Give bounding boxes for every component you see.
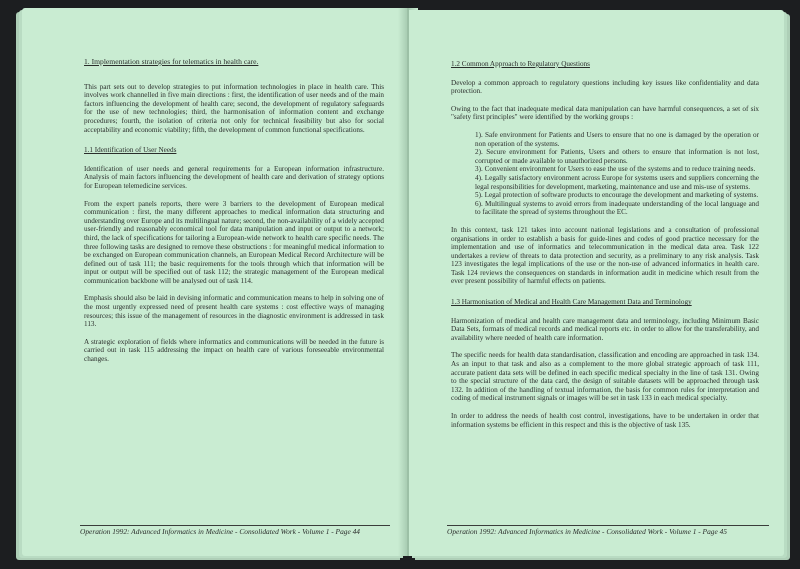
list-text: Secure environment for Patients, Users and others to ensure that information is not lost, corrupted or made available to unauthorized persons. [475, 148, 759, 165]
list-number: 2). [475, 148, 483, 157]
page-footer: Operation 1992: Advanced Informatics in Medicine - Consolidated Work - Volume 1 - Page 44 [80, 527, 360, 536]
list-item [473, 165, 759, 174]
footer-rule [447, 525, 769, 526]
list-text: Legally satisfactory environment across Europe for systems users and suppliers concerning the legal responsibilities for development, marketing, maintenance and use and mis-use of systems. [475, 173, 760, 191]
principles-list [451, 131, 759, 217]
paragraph: In order to address the needs of health cost control, investigations, have to be undertaken in order that information systems be efficient in this respect and this is the objective of task 135. [451, 412, 759, 429]
list-text: Safe environment for Patients and Users to ensure that no one is damaged by the operation or non operation of the systems. [475, 130, 760, 148]
list-number: 4). [475, 173, 483, 182]
list-item [473, 191, 759, 200]
paragraph: Identification of user needs and general requirements for a European information infrastructure. Analysis of main factors influencing the development of health care and derivation of strategy options for European telemedicine services. [84, 164, 384, 190]
left-page-content [84, 58, 384, 373]
intro-paragraph: This part sets out to develop strategies to put information technologies in place in health care. This involves work channelled in five main directions : first, the identification of user needs and of the main factors influencing the development of health care; second, the development of regulatory safeguards for the use of new technologies; third, the harmonisation of information content and exchange procedures; fourth, the isolation of criteria not only for technical feasibility but also for social acceptability and economic viability; fifth, the development of common functional specifications. [84, 82, 384, 134]
list-item [473, 148, 759, 165]
paragraph: Emphasis should also be laid in devising informatic and communication means to help in solving one of the most urgently expressed need of present health care systems : cost effective ways of managing resources; this issue of the management of resources in the diagnostic environment is addressed in task 113. [84, 294, 384, 329]
paragraph: Harmonization of medical and health care management data and terminology, including Minimum Basic Data Sets, formats of medical records and medical reports etc. in order to allow for the transferability, and availability where needed of health care information. [451, 316, 759, 342]
list-number: 6). [475, 199, 483, 208]
list-text: Convenient environment for Users to ease the use of the systems and to reduce training needs. [484, 165, 756, 174]
list-item [473, 131, 759, 148]
paragraph: A strategic exploration of fields where informatics and communications will be needed in the future is carried out in task 115 addressing the impact on health care of various foreseeable environmental changes. [84, 337, 384, 364]
list-number: 3). [475, 165, 483, 174]
paragraph: Owing to the fact that inadequate medical data manipulation can have harmful consequences, a set of six "safety first principles" were identified by the working groups : [451, 104, 759, 122]
section-title: 1. Implementation strategies for telematics in health care. [84, 57, 259, 66]
footer-rule [80, 525, 390, 526]
list-number: 5). [475, 191, 483, 200]
paragraph: The specific needs for health data standardisation, classification and encoding are approached in task 134. As an input to that task and also as a complement to the more global strategic approach of task 111, accurate patient data sets will be defined in each specific medical specialty in the line of task 131. Owing to the special structure of the data card, the design of suitable datasets will be approached through task 132. In addition of the handling of textual information, the basis for common rules for interpretation and coding of medical instrument signals or images will be set in task 133 in each medical specialty. [451, 351, 759, 403]
subsection-title-1-1: 1.1 Identification of User Needs [84, 146, 177, 155]
paragraph: From the expert panels reports, there were 3 barriers to the development of European medical communication : first, the many different approaches to medical information data structuring and understanding over Europe and its multilingual nature; second, the non-availability of a widely accepted user-friendly and reasonably economical tool for data manipulation and input or output to a network; third, the lack of specifications for tailoring a European-wide network to health care specific needs. The three following tasks are designed to remove these obstructions : for meaningful medical information to be exchanged on European communication channels, an European Medical Record Architecture will be defined out of task 111; the basic requirements for the tools through which that information will be input or output will be specified out of task 112; the strategic management of the European medical communication backbone will be analysed out of task 114. [84, 199, 384, 285]
right-page [409, 10, 784, 556]
page-footer: Operation 1992: Advanced Informatics in Medicine - Consolidated Work - Volume 1 - Page 45 [447, 527, 727, 536]
paragraph: In this context, task 121 takes into account national legislations and a consultation of professional organisations in order to establish a basis for guide-lines and codes of good practice necessary for the implementation and use of informatics and telecommunication in the medical data area. Task 122 undertakes a review of threats to data protection and security, as a preliminary to any risk analysis. Task 123 investigates the legal implications of the use or the non-use of advanced informatics in health care. Task 124 reviews the consequences on standards in information audit in medicine which result from the ever present possibility of harmful effects on patients. [451, 225, 759, 286]
subsection-title-1-3: 1.3 Harmonisation of Medical and Health Care Management Data and Terminology [451, 298, 692, 307]
list-text: Multilingual systems to avoid errors from inadequate understanding of the local language and to facilitate the spread of systems throughout the EC. [475, 199, 760, 217]
list-number: 1). [475, 130, 483, 139]
left-page [22, 8, 406, 556]
subsection-title-1-2: 1.2 Common Approach to Regulatory Questions [451, 60, 590, 68]
list-item [473, 200, 759, 217]
right-page-content [451, 60, 759, 438]
list-item [473, 174, 759, 191]
list-text: Legal protection of software products to encourage the development and marketing of systems. [484, 191, 759, 200]
paragraph: Develop a common approach to regulatory questions including key issues like confidentiality and data protection. [451, 78, 759, 96]
